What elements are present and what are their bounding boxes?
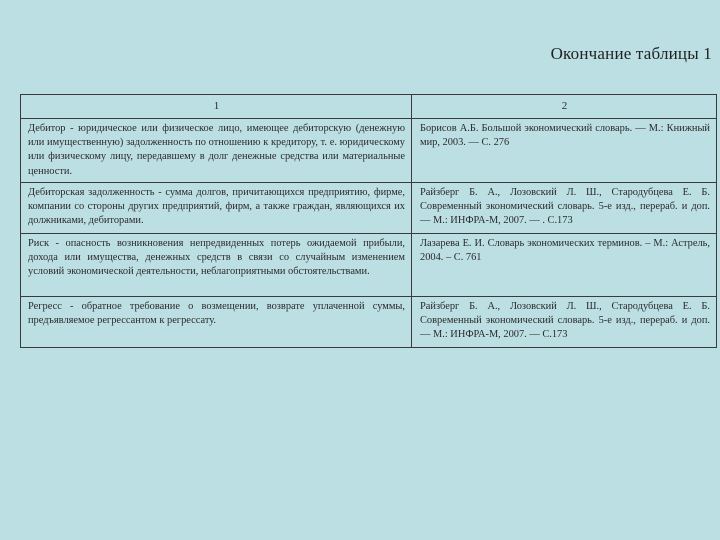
table-row xyxy=(21,182,717,233)
table-header-row xyxy=(21,95,717,119)
definitions-table xyxy=(20,94,717,348)
source-cell: Лазарева Е. И. Словарь экономических терминов. – М.: Астрель, 2004. – С. 761 xyxy=(412,233,717,296)
source-cell: Борисов А.Б. Большой экономический словарь. — М.: Книжный мир, 2003. — С. 276 xyxy=(412,119,717,183)
table-row xyxy=(21,233,717,296)
source-cell: Райзберг Б. А., Лозовский Л. Ш., Стародубцева Е. Б. Современный экономический словарь. 5-е изд., перераб. и доп. — М.: ИНФРА-М, 2007. — С.173 xyxy=(412,296,717,347)
definitions-table-container xyxy=(20,94,716,348)
source-cell: Райзберг Б. А., Лозовский Л. Ш., Стародубцева Е. Б. Современный экономический словарь. 5-е изд., перераб. и доп. — М.: ИНФРА-М, 2007. — . С.173 xyxy=(412,182,717,233)
definition-cell: Регресс - обратное требование о возмещении, возврате уплаченной суммы, предъявляемое регрессантом к регрессату. xyxy=(21,296,412,347)
definition-cell: Риск - опасность возникновения непредвиденных потерь ожидаемой прибыли, дохода или имущества, денежных средств в связи со случайным изменением условий экономической деятельности, неблагоприятными обстоятельствами. xyxy=(21,233,412,296)
table-row xyxy=(21,119,717,183)
column-header-1: 1 xyxy=(21,95,412,119)
table-caption: Окончание таблицы 1 xyxy=(550,44,712,63)
table-row xyxy=(21,296,717,347)
definition-cell: Дебиторская задолженность - сумма долгов, причитающихся предприятию, фирме, компании со стороны других предприятий, фирм, а также граждан, являющихся их должниками, дебиторами. xyxy=(21,182,412,233)
column-header-2: 2 xyxy=(412,95,717,119)
definition-cell: Дебитор - юридическое или физическое лицо, имеющее дебиторскую (денежную или имущественную) задолженность по отношению к кредитору, т. е. юридическому или физическому лицу, передавшему в долг денежные средства или материальные ценности. xyxy=(21,119,412,183)
